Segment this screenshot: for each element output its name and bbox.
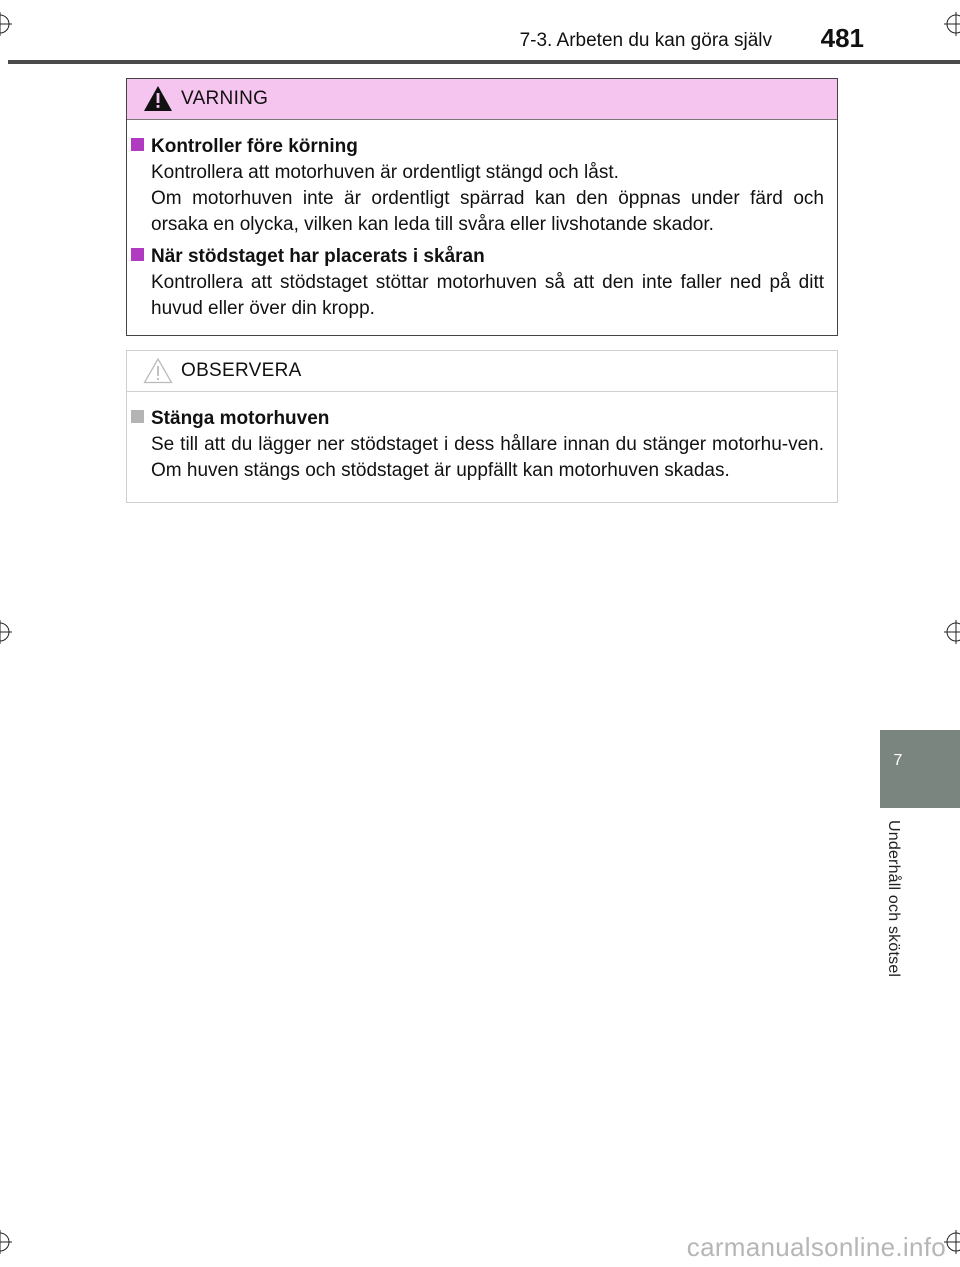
warning-triangle-outline-icon — [143, 357, 173, 384]
section-bullet — [131, 138, 144, 151]
page-number: 481 — [820, 23, 864, 53]
caution-item-text: Se till att du lägger ner stödstaget i dess hållare innan du stänger motorhu-ven. Om huven stängs och stödstaget är uppfällt kan motorhuven skadas. — [151, 434, 824, 481]
chapter-number: 7 — [893, 752, 903, 769]
warning-item-heading: Kontroller före körning — [151, 136, 358, 157]
registration-mark-mid-left — [0, 620, 12, 644]
section-title: 7-3. Arbeten du kan göra själv — [519, 30, 772, 51]
section-bullet — [131, 410, 144, 423]
section-bullet — [131, 248, 144, 261]
warning-box-header — [127, 79, 837, 120]
warning-box — [126, 78, 838, 336]
caution-box-header — [127, 351, 837, 392]
warning-item-heading: När stödstaget har placerats i skåran — [151, 246, 485, 267]
caution-item-heading: Stänga motorhuven — [151, 408, 330, 429]
warning-item-text: Kontrollera att motorhuven är ordentligt stängd och låst. — [151, 162, 619, 183]
warning-item-text: Om motorhuven inte är ordentligt spärrad kan den öppnas under färd och orsaka en olycka, vilken kan leda till svåra eller livshotande skador. — [151, 188, 824, 235]
registration-mark-top-right — [944, 12, 960, 36]
caution-box — [126, 350, 838, 503]
registration-mark-top-left — [0, 12, 12, 36]
warning-item-text: Kontrollera att stödstaget stöttar motorhuven så att den inte faller ned på ditt huvud eller över din kropp. — [151, 272, 824, 319]
warning-item — [127, 134, 824, 238]
registration-mark-mid-right — [944, 620, 960, 644]
header-divider — [8, 60, 960, 64]
caution-title: OBSERVERA — [181, 360, 302, 381]
warning-title: VARNING — [181, 88, 269, 109]
caution-item — [127, 406, 824, 484]
watermark: carmanualsonline.info — [686, 1232, 946, 1262]
warning-item — [127, 244, 824, 322]
warning-triangle-filled-icon — [143, 85, 173, 112]
registration-mark-bottom-right — [944, 1230, 960, 1254]
registration-mark-bottom-left — [0, 1230, 12, 1254]
chapter-title: Underhåll och skötsel — [885, 820, 902, 978]
